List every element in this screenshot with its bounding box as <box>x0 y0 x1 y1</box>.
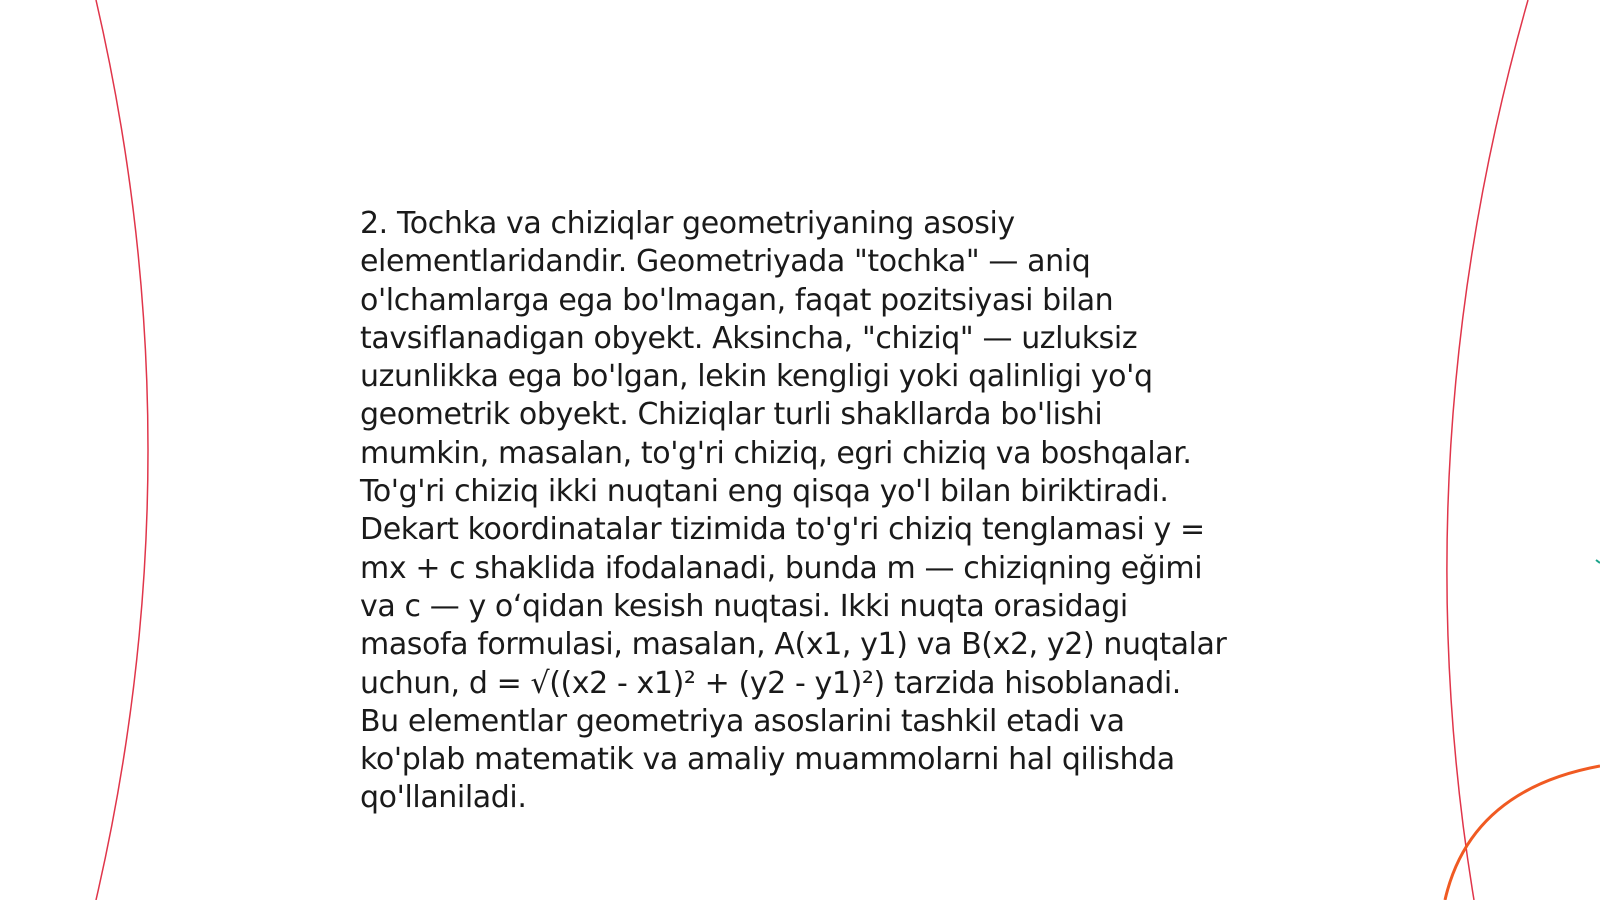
paragraph-line: ko'plab matematik va amaliy muammolarni hal qilishda <box>360 742 1175 778</box>
right-arc <box>1447 0 1528 900</box>
paragraph-line: va c — y o‘qidan kesish nuqtasi. Ikki nuqta orasidagi <box>360 588 1128 624</box>
left-arc <box>96 0 148 900</box>
paragraph-line: qo'llaniladi. <box>360 780 527 816</box>
paragraph-line: Dekart koordinatalar tizimida to'g'ri chiziq tenglamasi y = <box>360 512 1205 548</box>
paragraph-line: uzunlikka ega bo'lgan, lekin kengligi yoki qalinligi yo'q <box>360 359 1153 395</box>
paragraph-line: geometrik obyekt. Chiziqlar turli shakllarda bo'lishi <box>360 397 1103 433</box>
paragraph-line: mx + c shaklida ifodalanadi, bunda m — chiziqning eğimi <box>360 550 1203 586</box>
paragraph-line: 2. Tochka va chiziqlar geometriyaning asosiy <box>360 206 1015 241</box>
orange-arc <box>1445 766 1600 900</box>
paragraph-line: Bu elementlar geometriya asoslarini tashkil etadi va <box>360 703 1125 739</box>
paragraph-line: uchun, d = √((x2 - x1)² + (y2 - y1)²) tarzida hisoblanadi. <box>360 665 1181 701</box>
paragraph-line: o'lchamlarga ega bo'lmagan, faqat pozitsiyasi bilan <box>360 282 1114 318</box>
paragraph-line: masofa formulasi, masalan, A(x1, y1) va B(x2, y2) nuqtalar <box>360 627 1227 663</box>
paragraph-line: To'g'ri chiziq ikki nuqtani eng qisqa yo'l bilan biriktiradi. <box>360 474 1169 510</box>
teal-accent <box>1596 560 1600 563</box>
body-paragraph <box>360 205 1240 818</box>
paragraph-line: mumkin, masalan, to'g'ri chiziq, egri chiziq va boshqalar. <box>360 435 1192 471</box>
paragraph-line: tavsiflanadigan obyekt. Aksincha, "chiziq" — uzluksiz <box>360 320 1138 356</box>
paragraph-line: elementlaridandir. Geometriyada "tochka" — aniq <box>360 244 1091 280</box>
